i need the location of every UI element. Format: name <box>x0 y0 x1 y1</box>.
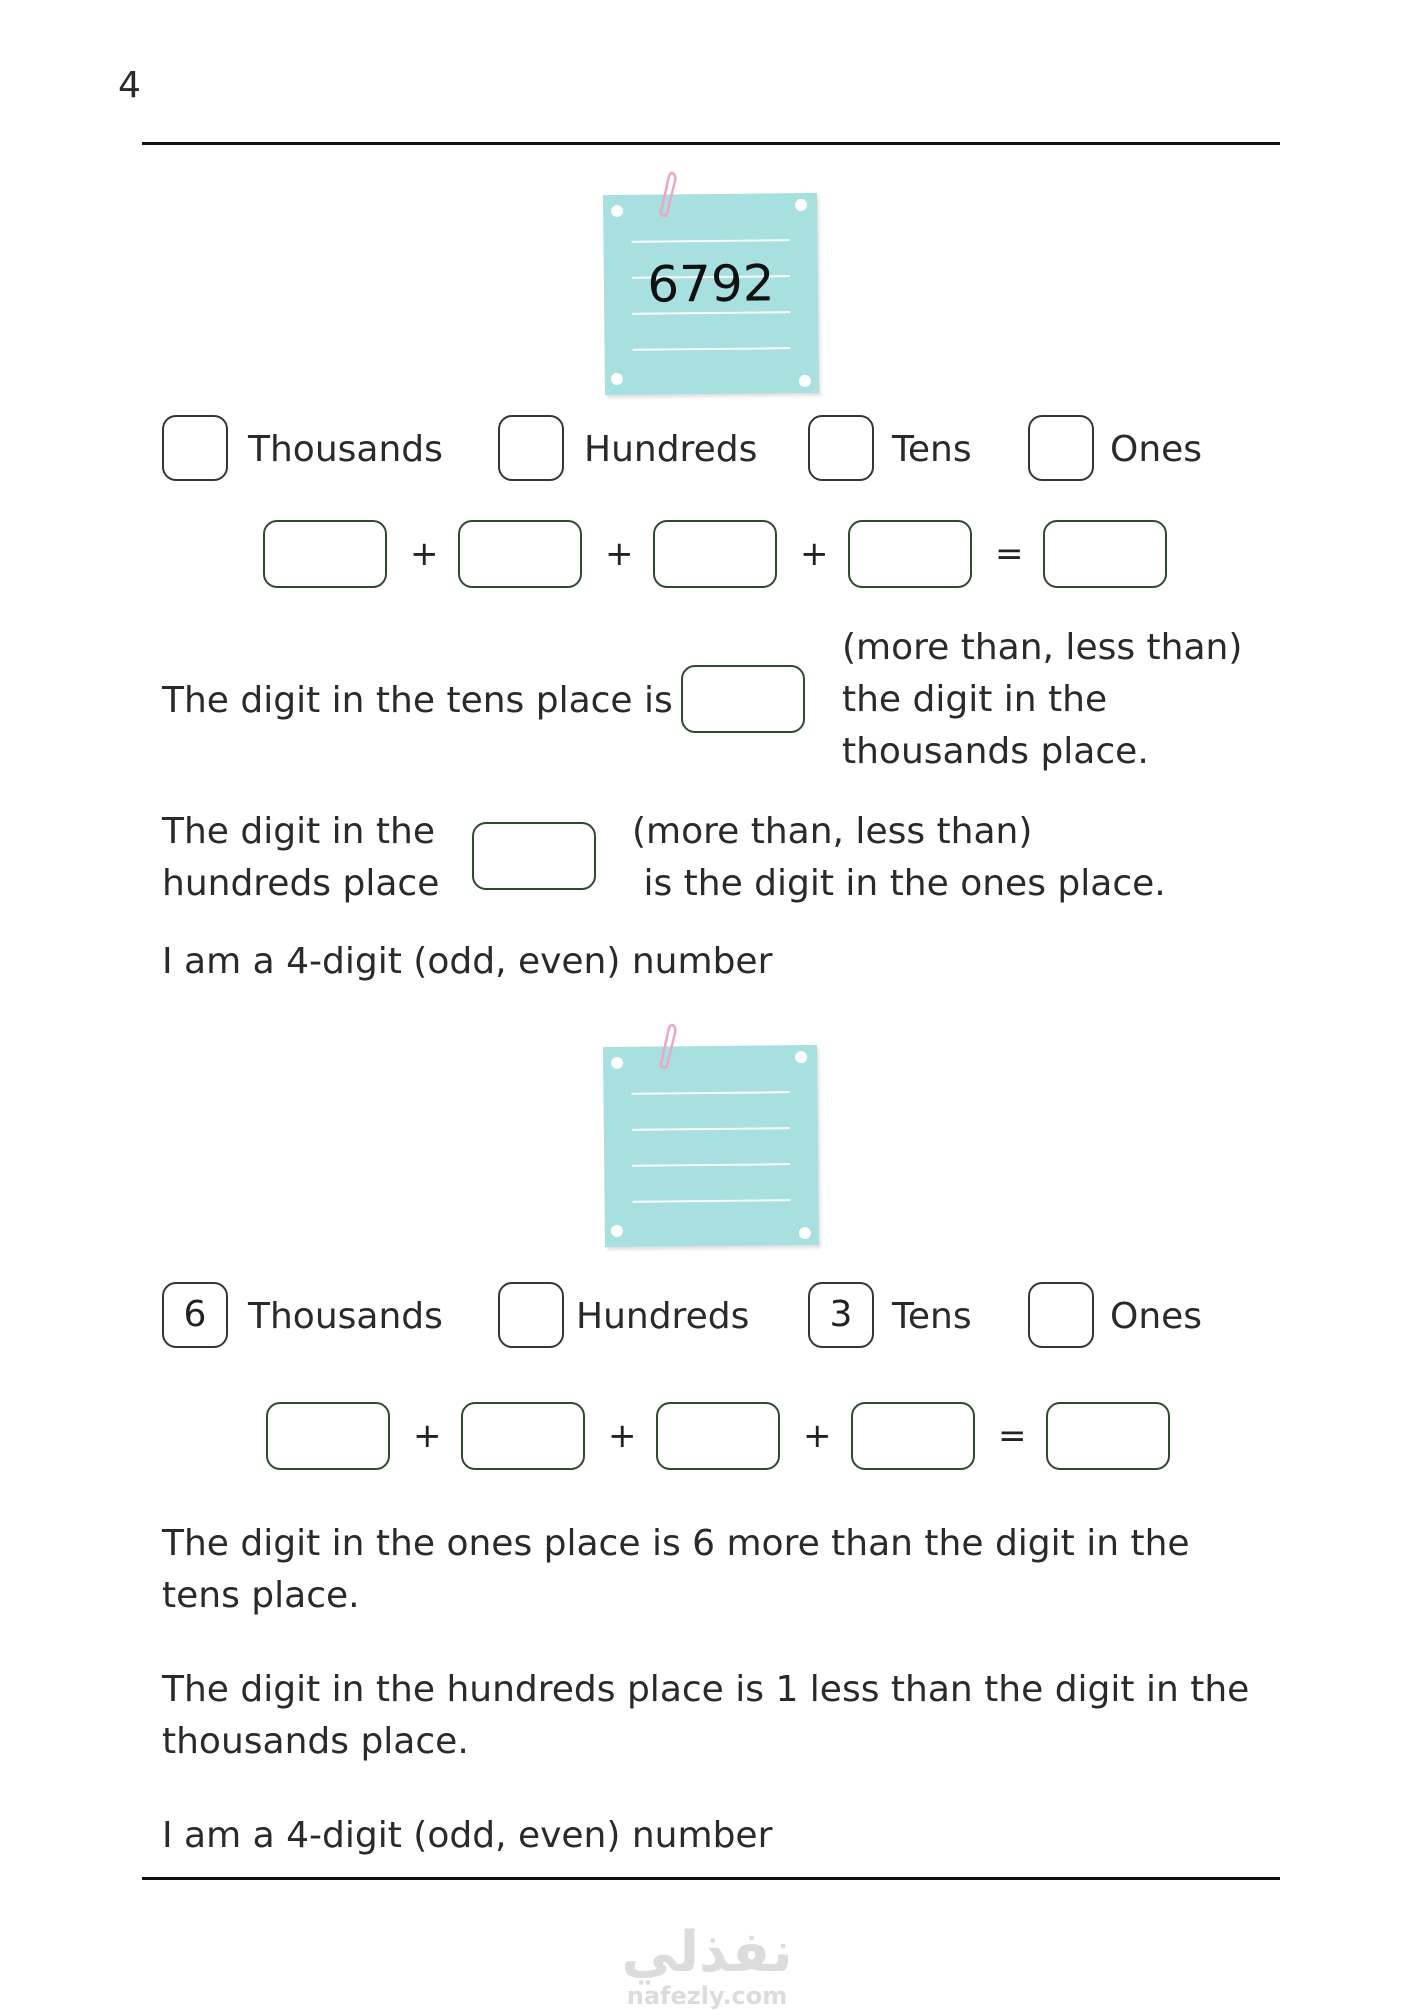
pin-icon <box>611 1057 623 1069</box>
pin-icon <box>795 199 807 211</box>
tens-box[interactable] <box>808 415 874 481</box>
ones-label: Ones <box>1110 429 1203 470</box>
pin-icon <box>611 373 623 385</box>
hundreds-label: Hundreds <box>584 429 758 470</box>
expanded-hundreds-box[interactable] <box>458 520 582 588</box>
ones-box[interactable] <box>1028 415 1094 481</box>
clue2-right-line2: is the digit in the ones place. <box>632 863 1166 904</box>
clue1-text: The digit in the ones place is 6 more than the digit in the tens place. <box>162 1523 1190 1616</box>
clue1-right-line1: (more than, less than) <box>842 627 1243 668</box>
equals-sign: = <box>995 534 1024 574</box>
pin-icon <box>799 1227 811 1239</box>
clue1-answer-box[interactable] <box>681 665 805 733</box>
pin-icon <box>799 375 811 387</box>
parity-statement: I am a 4-digit (odd, even) number <box>162 941 773 982</box>
expanded-total-box[interactable] <box>1046 1402 1170 1470</box>
plus-sign: + <box>800 534 829 574</box>
watermark-logo: نفذلي <box>621 1920 793 1985</box>
expanded-hundreds-box[interactable] <box>461 1402 585 1470</box>
tens-label: Tens <box>892 1296 972 1337</box>
sticky-note-1 <box>603 193 819 395</box>
watermark-url: nafezly.com <box>626 1982 788 2010</box>
plus-sign: + <box>410 534 439 574</box>
clue1-left-text: The digit in the tens place is <box>162 680 673 721</box>
expanded-ones-box[interactable] <box>851 1402 975 1470</box>
plus-sign: + <box>803 1416 832 1456</box>
clue2-text: The digit in the hundreds place is 1 less than the digit in the thousands place. <box>162 1669 1250 1762</box>
plus-sign: + <box>413 1416 442 1456</box>
pin-icon <box>795 1051 807 1063</box>
plus-sign: + <box>608 1416 637 1456</box>
expanded-total-box[interactable] <box>1043 520 1167 588</box>
note-number: 6792 <box>646 254 775 314</box>
ones-label: Ones <box>1110 1296 1203 1337</box>
note-number <box>604 1105 818 1107</box>
thousands-label: Thousands <box>248 429 443 470</box>
plus-sign: + <box>605 534 634 574</box>
pin-icon <box>611 205 623 217</box>
expanded-thousands-box[interactable] <box>266 1402 390 1470</box>
page-number: 4 <box>118 65 141 106</box>
expanded-thousands-box[interactable] <box>263 520 387 588</box>
paperclip-icon <box>652 1022 678 1070</box>
expanded-ones-box[interactable] <box>848 520 972 588</box>
expanded-tens-box[interactable] <box>653 520 777 588</box>
pin-icon <box>611 1225 623 1237</box>
tens-box[interactable]: 3 <box>808 1282 874 1348</box>
top-divider <box>142 142 1280 145</box>
paperclip-icon <box>652 170 678 218</box>
clue2-left-line1: The digit in the <box>162 811 436 852</box>
equals-sign: = <box>998 1416 1027 1456</box>
clue2-answer-box[interactable] <box>472 822 596 890</box>
thousands-box[interactable]: 6 <box>162 1282 228 1348</box>
clue1-right-line2: the digit in the <box>842 679 1108 720</box>
bottom-divider <box>142 1877 1280 1880</box>
clue1-right-line3: thousands place. <box>842 731 1149 772</box>
sticky-note-2 <box>603 1045 819 1247</box>
ones-box[interactable] <box>1028 1282 1094 1348</box>
hundreds-label: Hundreds <box>576 1296 750 1337</box>
thousands-label: Thousands <box>248 1296 443 1337</box>
parity-statement: I am a 4-digit (odd, even) number <box>162 1815 773 1856</box>
thousands-box[interactable] <box>162 415 228 481</box>
clue2-left-line2: hundreds place <box>162 863 440 904</box>
expanded-tens-box[interactable] <box>656 1402 780 1470</box>
hundreds-box[interactable] <box>498 1282 564 1348</box>
tens-label: Tens <box>892 429 972 470</box>
hundreds-box[interactable] <box>498 415 564 481</box>
clue2-right-line1: (more than, less than) <box>632 811 1033 852</box>
